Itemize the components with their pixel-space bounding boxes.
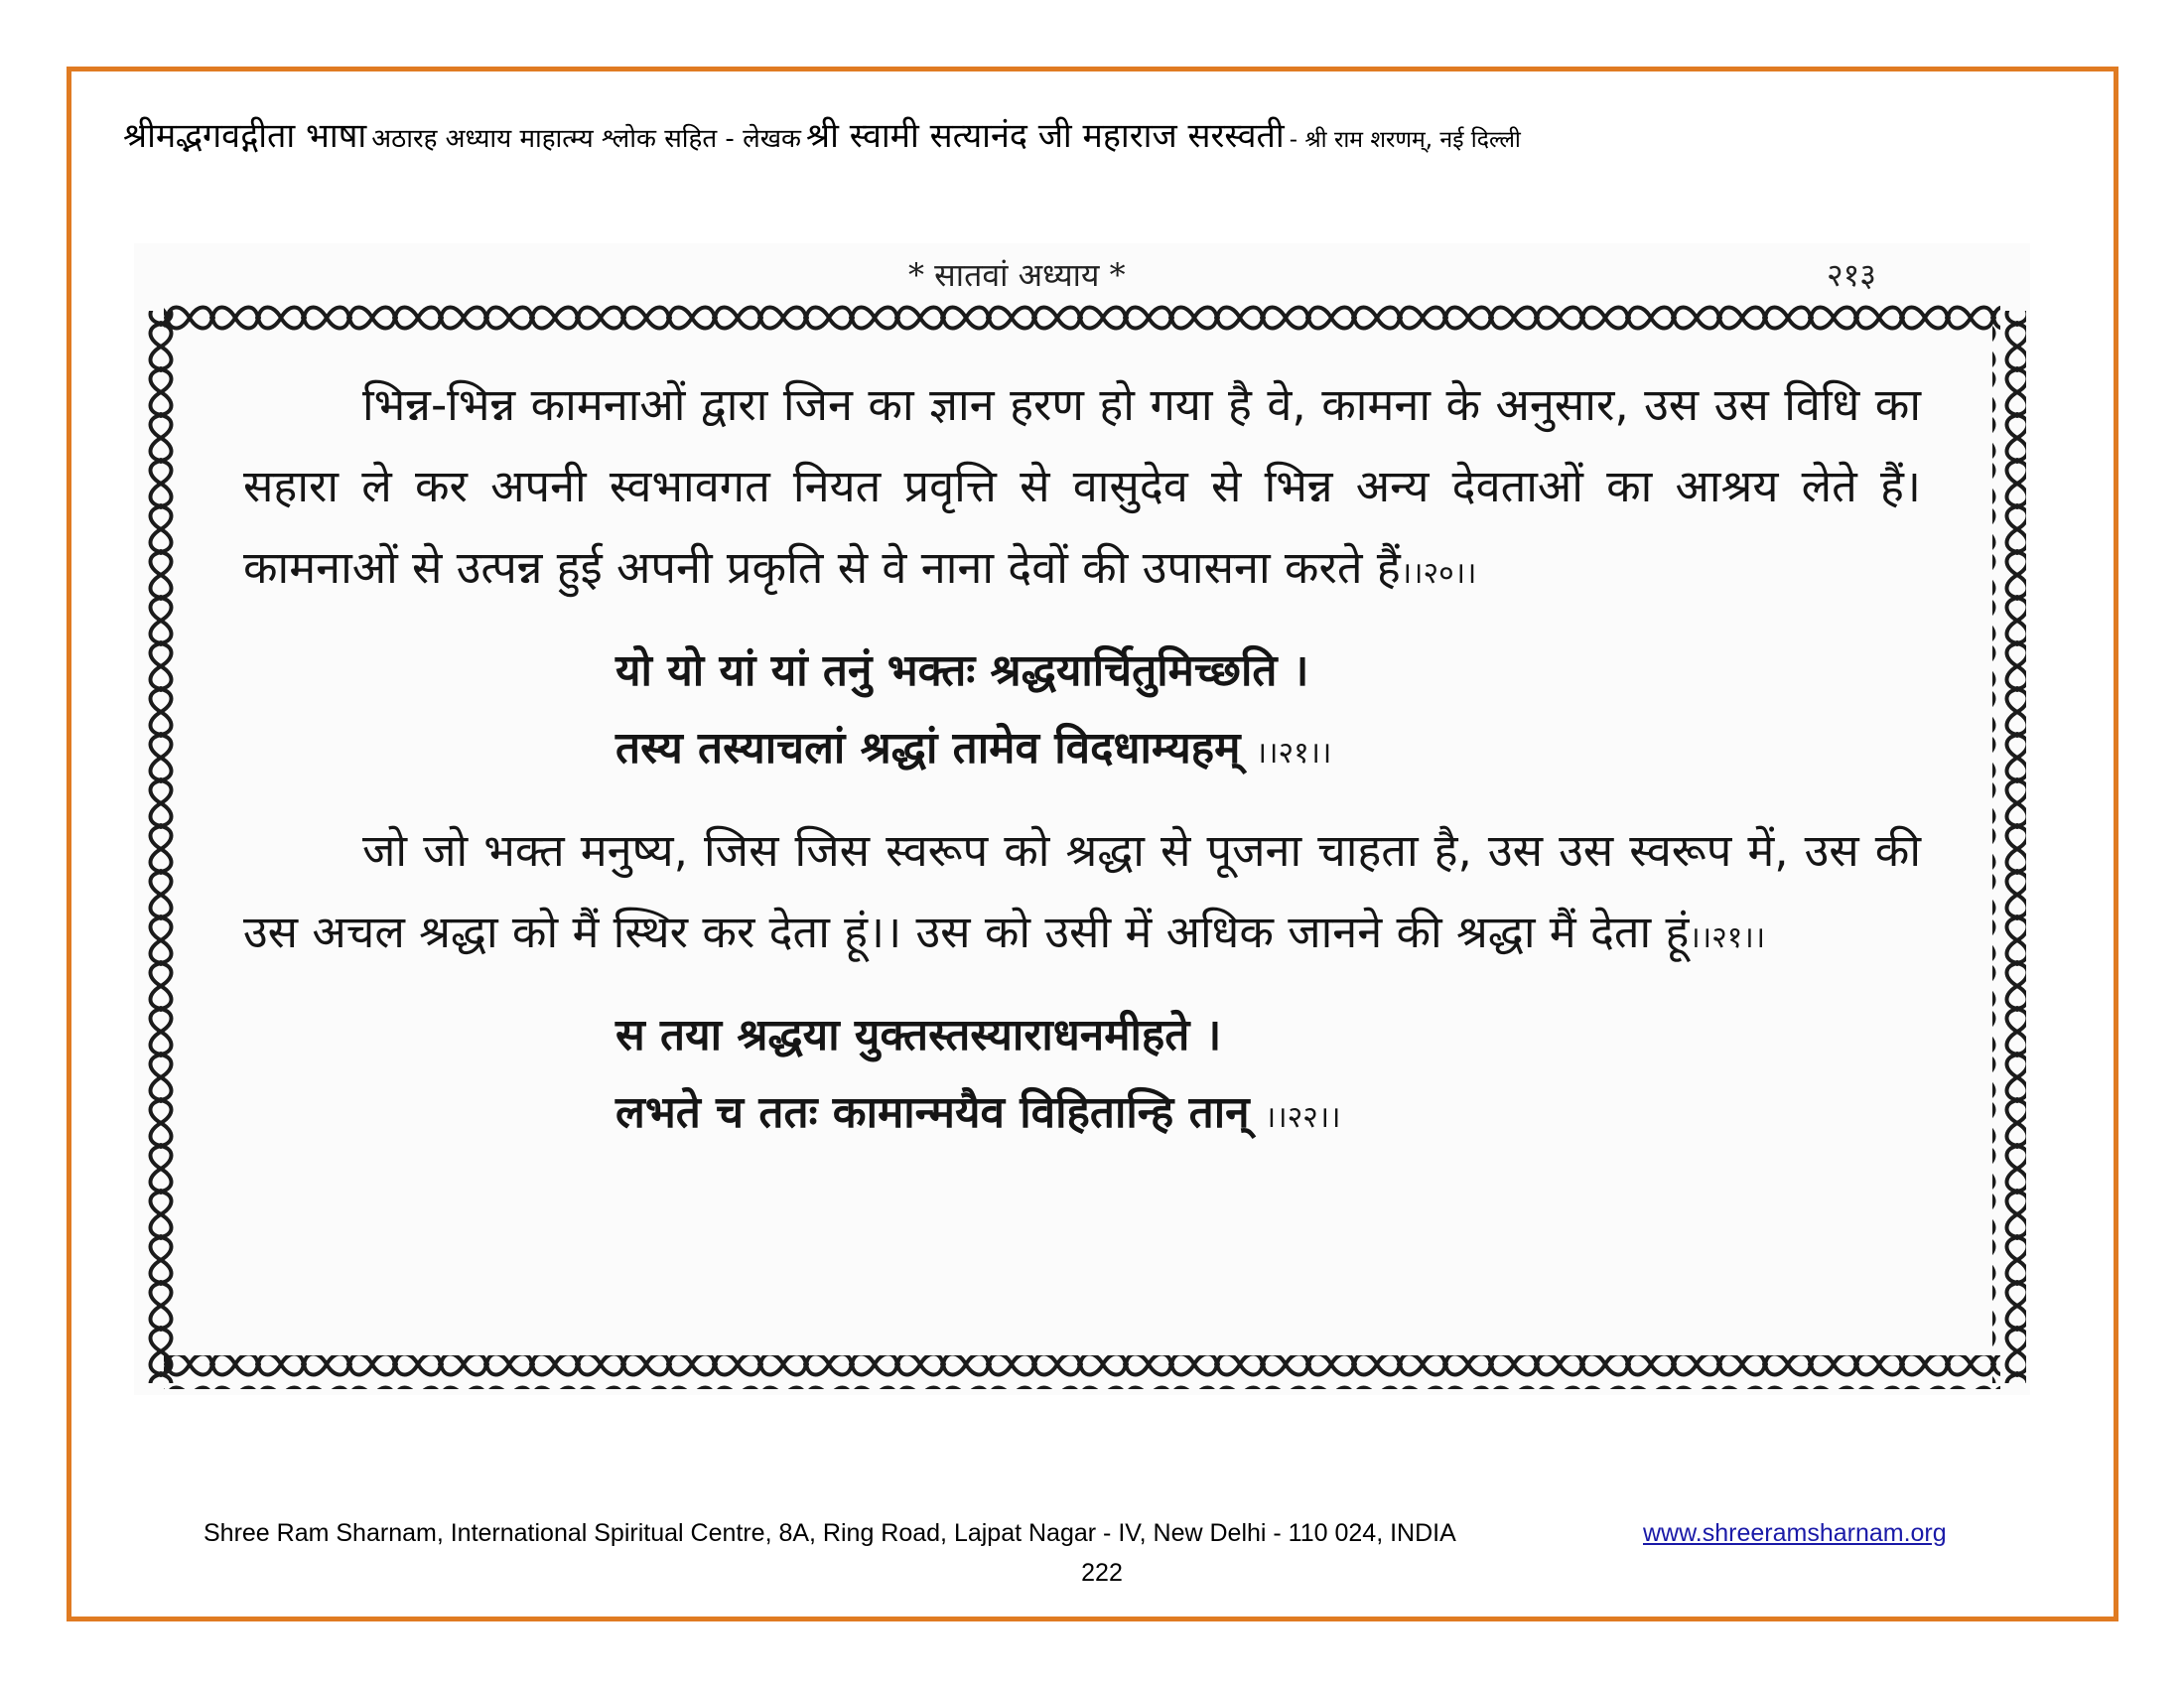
verse-number: ।।२०।। bbox=[1400, 556, 1477, 591]
verse-number: ।।२२।। bbox=[1264, 1100, 1341, 1135]
header-author: श्री स्वामी सत्यानंद जी महाराज सरस्वती bbox=[806, 116, 1285, 156]
header-subtitle: अठारह अध्याय माहात्म्य श्लोक सहित - लेखक bbox=[371, 124, 801, 154]
header-publisher: - श्री राम शरणम्, नई दिल्ली bbox=[1289, 127, 1521, 153]
document-header bbox=[123, 111, 2069, 157]
paragraph-verse-21 bbox=[243, 810, 1921, 979]
shloka-line: तस्य तस्याचलां श्रद्धां तामेव विदधाम्यहम् bbox=[615, 723, 1241, 774]
scanned-page bbox=[134, 243, 2030, 1395]
paragraph-text: जो जो भक्त मनुष्य, जिस जिस स्वरूप को श्रद्धा से पूजना चाहता है, उस उस स्वरूप में, उस की उस अचल श्रद्धा को मैं स्थिर कर देता हूं।। उस को उसी में अधिक जानने की श्रद्धा मैं देता हूं bbox=[243, 824, 1921, 958]
scan-page-number: २१३ bbox=[1827, 256, 1876, 294]
shloka-22 bbox=[615, 997, 1921, 1157]
shloka-line: लभते च ततः कामान्मयैव विहितान्हि तान् bbox=[615, 1087, 1250, 1138]
paragraph-text: भिन्न-भिन्न कामनाओं द्वारा जिन का ज्ञान हरण हो गया है वे, कामना के अनुसार, उस उस विधि का सहारा ले कर अपनी स्वभावगत नियत प्रवृत्ति से वासुदेव से भिन्न अन्य देवताओं का आश्रय लेते हैं। कामनाओं से उत्पन्न हुई अपनी प्रकृति से वे नाना देवों की उपासना करते हैं bbox=[243, 378, 1921, 594]
chapter-title: * सातवां अध्याय * bbox=[908, 256, 1126, 294]
verse-number: ।।२१।। bbox=[1689, 920, 1766, 955]
header-title: श्रीमद्भगवद्गीता भाषा bbox=[123, 116, 367, 156]
verse-number: ।।२१।। bbox=[1255, 736, 1332, 771]
shloka-line: यो यो यां यां तनुं भक्तः श्रद्धयार्चितुमिच्छति । bbox=[615, 645, 1309, 696]
website-link[interactable]: www.shreeramsharnam.org bbox=[1643, 1519, 1947, 1547]
paragraph-verse-20 bbox=[243, 364, 1921, 615]
shloka-21 bbox=[615, 633, 1921, 792]
shloka-line: स तया श्रद्धया युक्तस्तस्याराधनमीहते । bbox=[615, 1010, 1222, 1060]
scan-text bbox=[243, 364, 1921, 1163]
footer-address: Shree Ram Sharnam, International Spiritual Centre, 8A, Ring Road, Lajpat Nagar - IV, New Delhi - 110 024, INDIA bbox=[204, 1519, 1456, 1547]
footer-page-number: 222 bbox=[1081, 1559, 1123, 1587]
